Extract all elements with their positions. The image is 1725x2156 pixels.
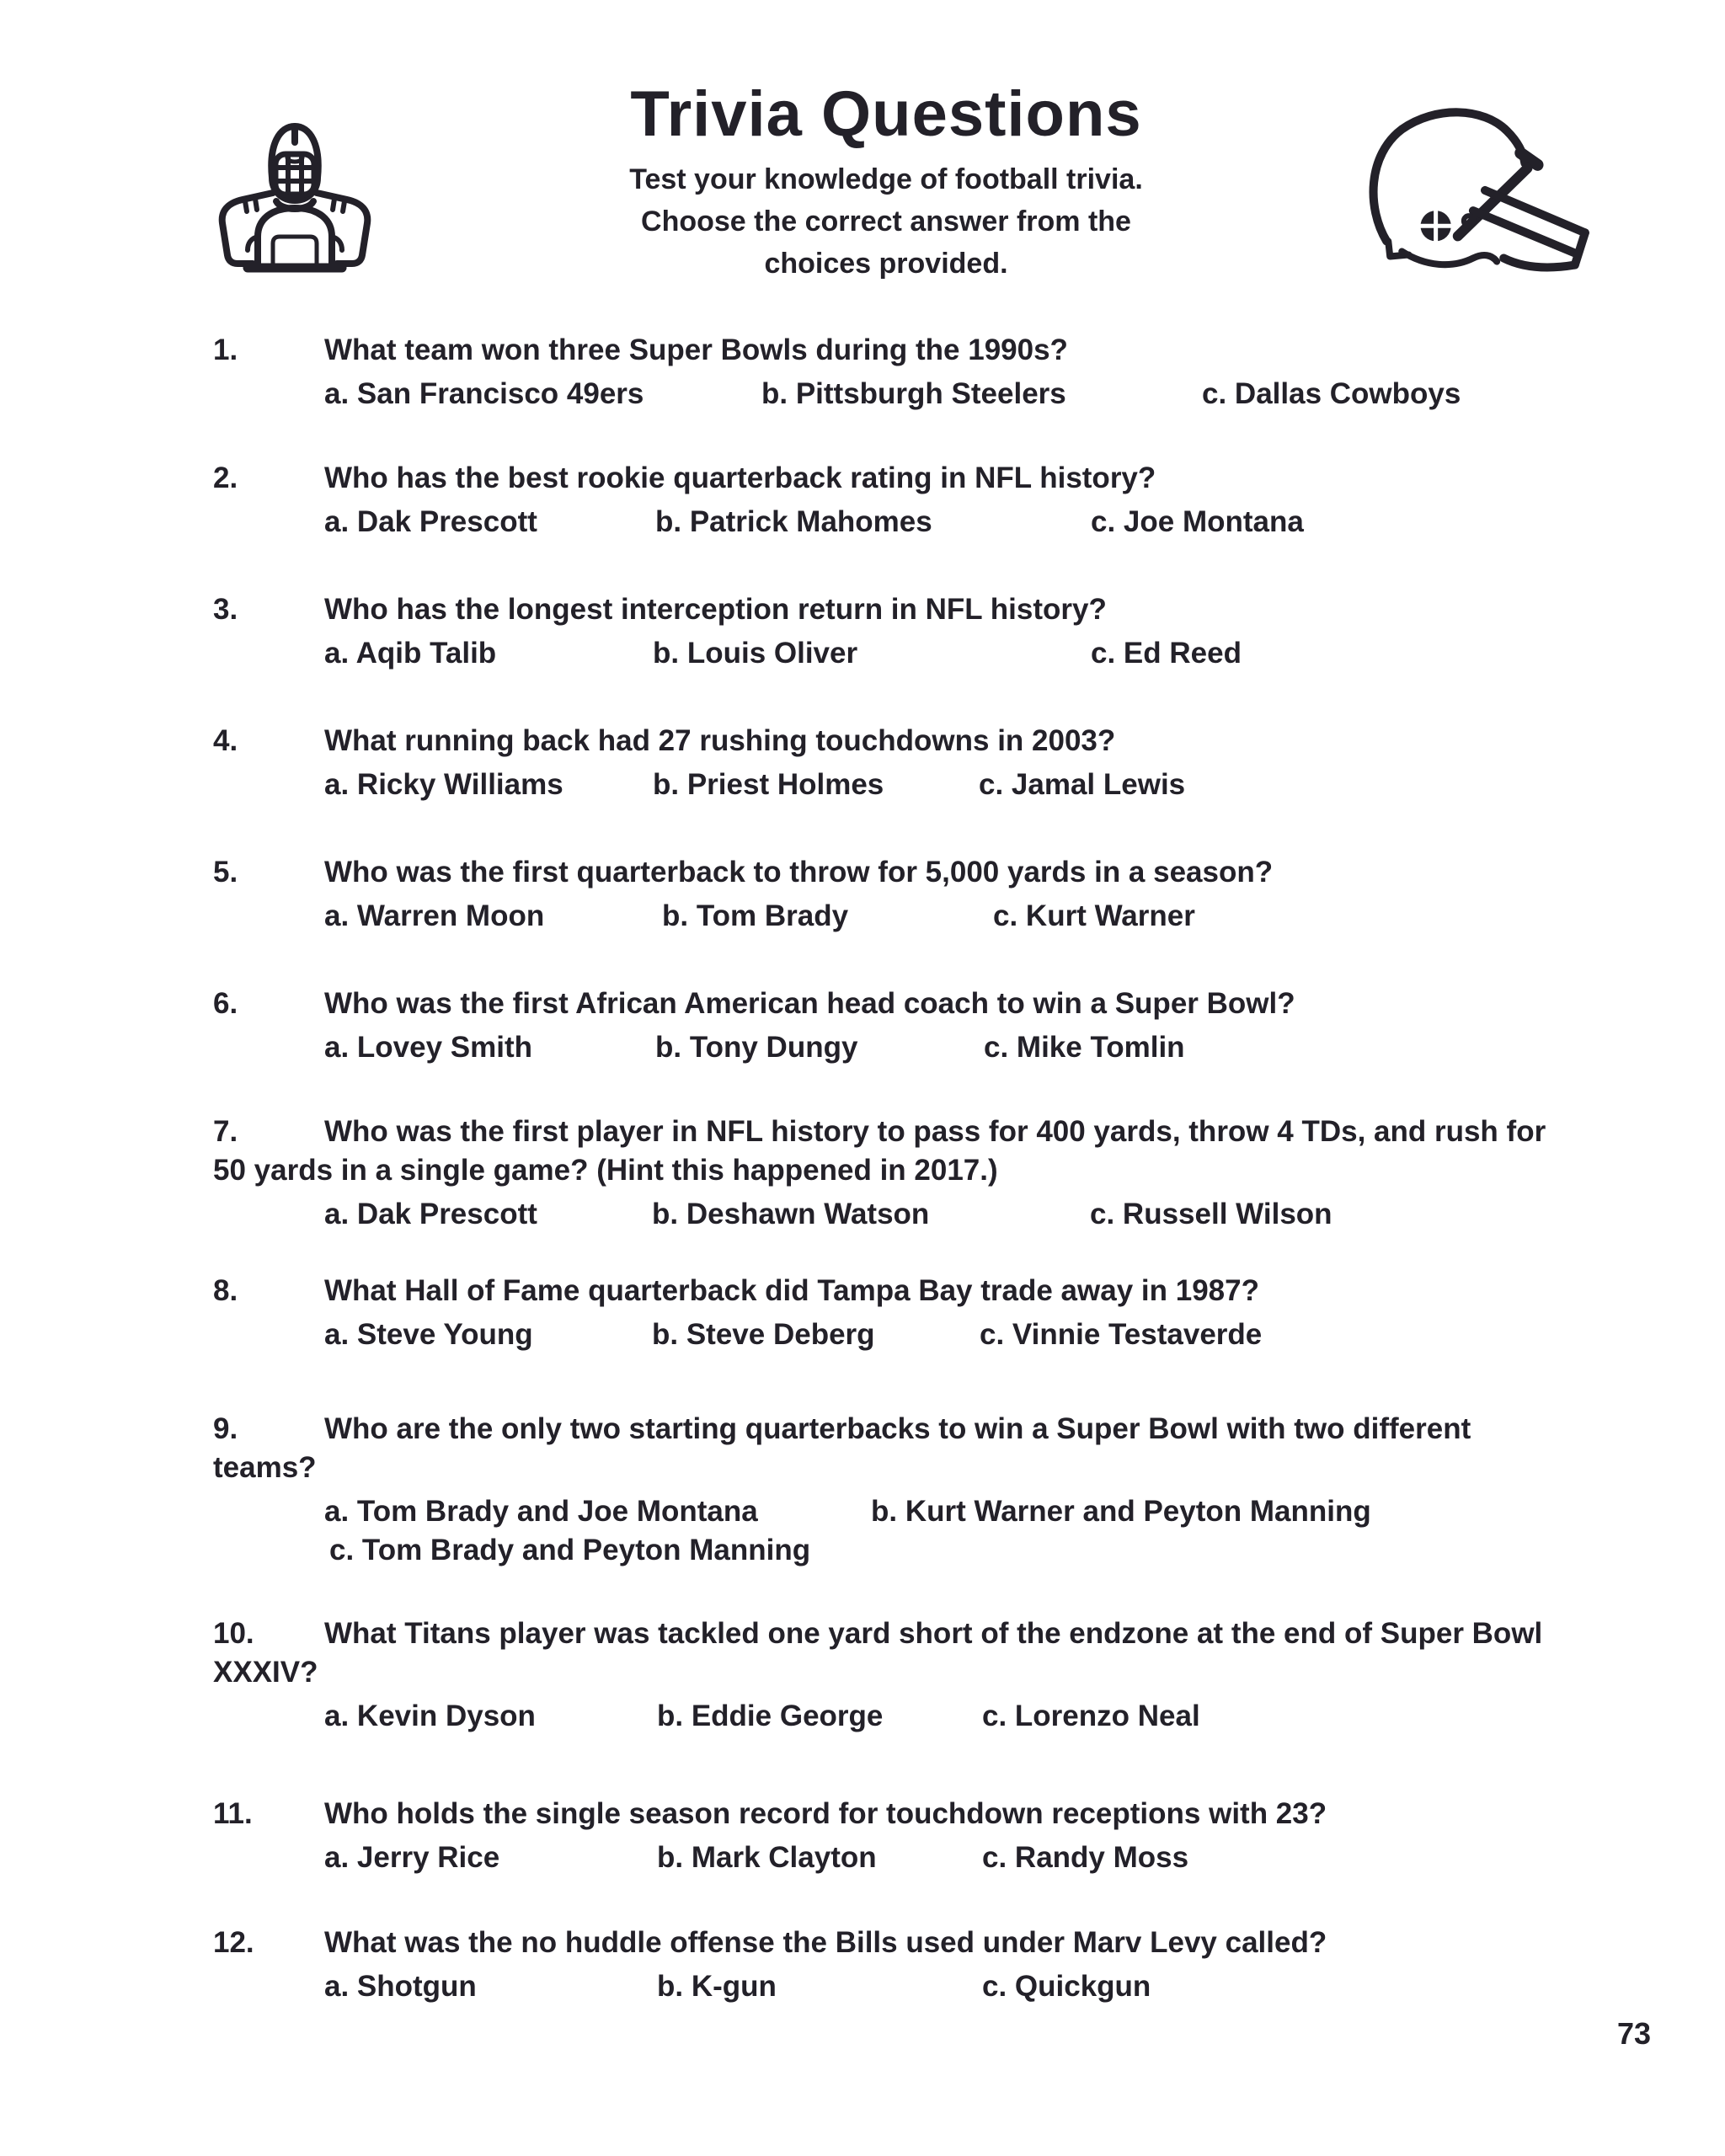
option-b: b. Mark Clayton (657, 1841, 877, 1874)
subtitle-line-2: Choose the correct answer from the (641, 205, 1131, 237)
option-b: b. Tony Dungy (655, 1031, 858, 1064)
question-11 (213, 1795, 1637, 1877)
option-b: b. Pittsburgh Steelers (761, 377, 1066, 410)
question-text: What Titans player was tackled one yard short of the endzone at the end of Super Bowl (324, 1617, 1543, 1650)
question-number: 2. (213, 462, 238, 494)
option-a: a. Tom Brady and Joe Montana (324, 1495, 758, 1528)
option-c: c. Russell Wilson (1090, 1198, 1332, 1230)
question-2 (213, 459, 1637, 542)
question-3 (213, 590, 1637, 673)
subtitle-line-3: choices provided. (764, 248, 1008, 280)
question-10 (213, 1614, 1637, 1736)
question-5 (213, 853, 1637, 936)
question-9 (213, 1410, 1637, 1570)
option-a: a. Kevin Dyson (324, 1700, 536, 1732)
question-number: 7. (213, 1115, 238, 1148)
question-7 (213, 1113, 1637, 1234)
option-c: c. Dallas Cowboys (1202, 377, 1461, 410)
question-8 (213, 1272, 1637, 1354)
option-c: c. Ed Reed (1091, 637, 1242, 670)
question-text: What running back had 27 rushing touchdowns in 2003? (324, 724, 1116, 757)
question-text: Who has the longest interception return in NFL history? (324, 593, 1107, 626)
question-number: 8. (213, 1274, 238, 1307)
question-number: 6. (213, 987, 238, 1020)
question-number: 3. (213, 593, 238, 626)
option-b: b. Louis Oliver (653, 637, 858, 670)
question-4 (213, 722, 1637, 804)
question-text: What was the no huddle offense the Bills used under Marv Levy called? (324, 1926, 1327, 1959)
option-c: c. Mike Tomlin (984, 1031, 1185, 1064)
option-c: c. Kurt Warner (993, 899, 1195, 932)
question-number: 5. (213, 856, 238, 889)
option-a: a. Dak Prescott (324, 1198, 537, 1230)
question-12 (213, 1924, 1637, 2006)
question-text: Who are the only two starting quarterbacks to win a Super Bowl with two different (324, 1412, 1471, 1445)
option-b: b. K-gun (657, 1970, 777, 2003)
option-a: a. Aqib Talib (324, 637, 497, 670)
question-text-line-2: XXXIV? (213, 1656, 318, 1689)
option-a: a. Lovey Smith (324, 1031, 533, 1064)
option-a: a. Steve Young (324, 1318, 533, 1351)
question-number: 1. (213, 334, 238, 366)
option-a: a. Jerry Rice (324, 1841, 500, 1874)
option-c: c. Randy Moss (982, 1841, 1189, 1874)
page-number: 73 (1617, 2016, 1652, 2051)
question-text: What Hall of Fame quarterback did Tampa Bay trade away in 1987? (324, 1274, 1259, 1307)
option-c: c. Tom Brady and Peyton Manning (329, 1534, 811, 1566)
question-text-line-2: teams? (213, 1451, 317, 1484)
question-text: Who holds the single season record for touchdown receptions with 23? (324, 1797, 1327, 1830)
option-b: b. Eddie George (657, 1700, 884, 1732)
option-a: a. San Francisco 49ers (324, 377, 644, 410)
option-b: b. Patrick Mahomes (655, 505, 932, 538)
question-number: 4. (213, 724, 238, 757)
option-c: c. Vinnie Testaverde (980, 1318, 1263, 1351)
question-number: 10. (213, 1617, 254, 1650)
question-number: 11. (213, 1797, 253, 1830)
option-c: c. Joe Montana (1091, 505, 1304, 538)
question-text: Who was the first African American head coach to win a Super Bowl? (324, 987, 1295, 1020)
question-text-line-2: 50 yards in a single game? (Hint this happened in 2017.) (213, 1154, 998, 1187)
option-a: a. Dak Prescott (324, 505, 537, 538)
question-text: Who was the first player in NFL history to pass for 400 yards, throw 4 TDs, and rush for (324, 1115, 1546, 1148)
question-number: 12. (213, 1926, 254, 1959)
option-b: b. Deshawn Watson (652, 1198, 930, 1230)
football-helmet-icon (1358, 98, 1604, 286)
option-b: b. Priest Holmes (653, 768, 884, 801)
page-title: Trivia Questions (630, 78, 1142, 150)
option-a: a. Warren Moon (324, 899, 545, 932)
question-number: 9. (213, 1412, 238, 1445)
option-c: c. Jamal Lewis (979, 768, 1186, 801)
question-text: Who has the best rookie quarterback rating in NFL history? (324, 462, 1156, 494)
option-b: b. Steve Deberg (652, 1318, 875, 1351)
option-c: c. Lorenzo Neal (982, 1700, 1200, 1732)
option-a: a. Shotgun (324, 1970, 477, 2003)
subtitle-line-1: Test your knowledge of football trivia. (629, 163, 1143, 195)
option-b: b. Tom Brady (662, 899, 849, 932)
option-c: c. Quickgun (982, 1970, 1151, 2003)
question-6 (213, 985, 1637, 1067)
question-text: Who was the first quarterback to throw for 5,000 yards in a season? (324, 856, 1274, 889)
option-a: a. Ricky Williams (324, 768, 563, 801)
question-text: What team won three Super Bowls during the 1990s? (324, 334, 1068, 366)
question-1 (213, 331, 1637, 414)
option-b: b. Kurt Warner and Peyton Manning (871, 1495, 1371, 1528)
